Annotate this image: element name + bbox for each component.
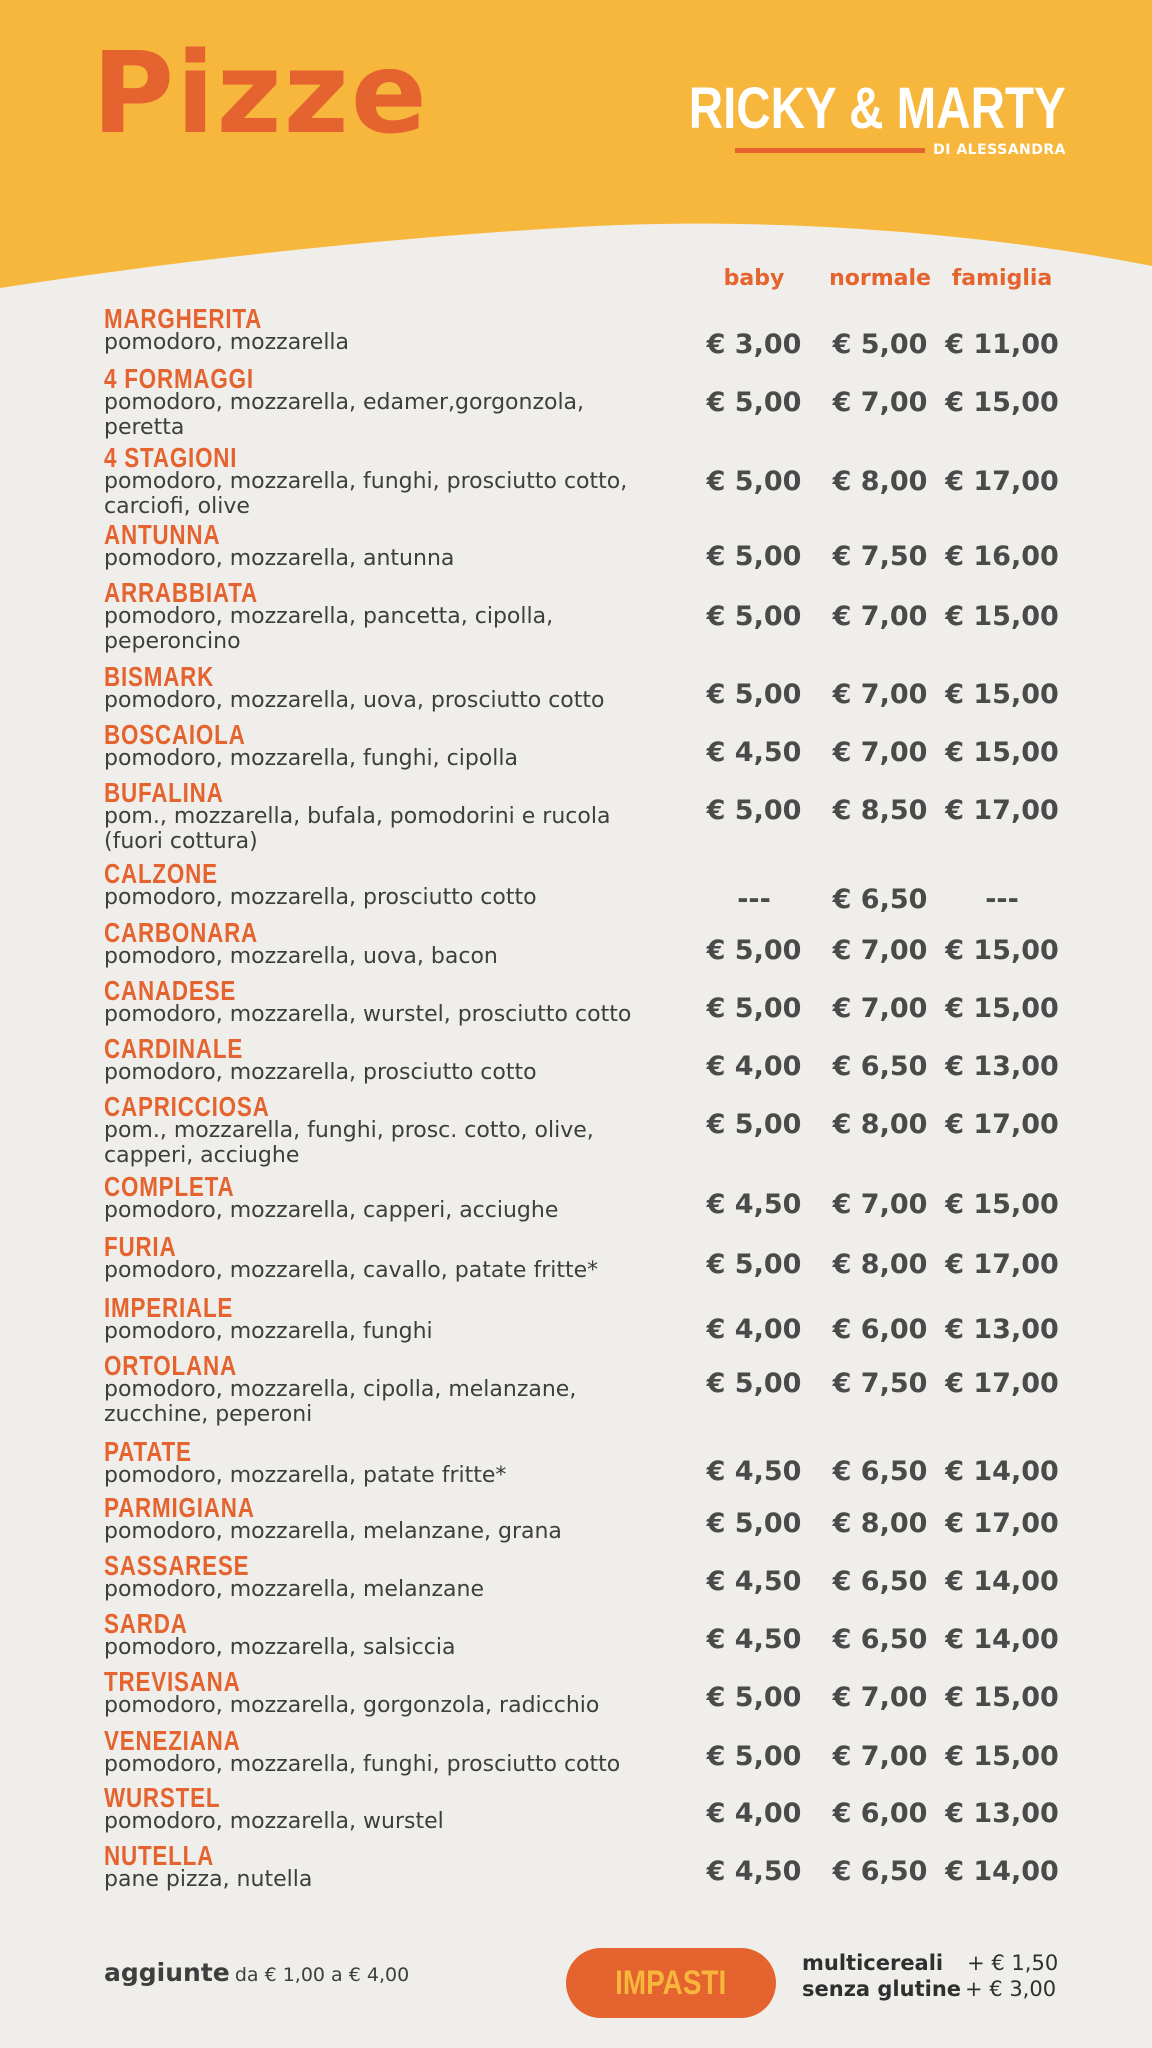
price-normale: € 6,50 — [832, 1566, 928, 1597]
price-famiglia: € 13,00 — [945, 1051, 1059, 1082]
price-famiglia: € 14,00 — [945, 1456, 1059, 1487]
price-normale: € 7,00 — [832, 1189, 928, 1220]
aggiunte-label: aggiunte — [104, 1958, 230, 1987]
pizza-name: PARMIGIANA — [104, 1492, 255, 1523]
pizza-ingredients: pomodoro, mozzarella, prosciutto cotto — [104, 885, 537, 910]
pizza-ingredients: pomodoro, mozzarella, uova, prosciutto cotto — [104, 688, 605, 713]
pizza-ingredients: pomodoro, mozzarella, funghi, prosciutto cotto, carciofi, olive — [104, 469, 628, 519]
price-famiglia: € 15,00 — [945, 679, 1059, 710]
price-normale: € 7,00 — [832, 601, 928, 632]
price-famiglia: € 13,00 — [945, 1314, 1059, 1345]
price-famiglia: € 17,00 — [945, 466, 1059, 497]
column-header-famiglia: famiglia — [951, 266, 1053, 291]
pizza-ingredients: pomodoro, mozzarella, edamer,gorgonzola, peretta — [104, 390, 585, 440]
price-baby: € 5,00 — [706, 1109, 802, 1140]
pizza-ingredients: pom., mozzarella, bufala, pomodorini e rucola (fuori cottura) — [104, 804, 611, 854]
price-baby: € 4,00 — [706, 1314, 802, 1345]
pizza-name: CALZONE — [104, 858, 218, 889]
price-normale: € 7,00 — [832, 387, 928, 418]
pizza-ingredients: pomodoro, mozzarella, melanzane — [104, 1577, 485, 1602]
price-baby: € 5,00 — [706, 541, 802, 572]
pizza-ingredients: pomodoro, mozzarella, funghi, prosciutto cotto — [104, 1752, 621, 1777]
price-famiglia: € 14,00 — [945, 1566, 1059, 1597]
price-baby: € 5,00 — [706, 795, 802, 826]
price-famiglia: € 14,00 — [945, 1624, 1059, 1655]
price-normale: € 8,00 — [832, 1249, 928, 1280]
price-baby: € 4,50 — [706, 1566, 802, 1597]
price-famiglia: € 17,00 — [945, 1249, 1059, 1280]
price-famiglia: € 11,00 — [945, 329, 1059, 360]
pizza-ingredients: pomodoro, mozzarella, wurstel — [104, 1809, 444, 1834]
impasti-option-price: + € 3,00 — [965, 1977, 1057, 2001]
price-baby: --- — [737, 884, 771, 915]
impasti-option-price: + € 1,50 — [967, 1951, 1059, 1975]
aggiunte-note — [104, 1958, 409, 1987]
pizza-ingredients: pomodoro, mozzarella, salsiccia — [104, 1635, 456, 1660]
pizza-ingredients: pomodoro, mozzarella, patate fritte* — [104, 1463, 507, 1488]
price-baby: € 3,00 — [706, 329, 802, 360]
price-baby: € 5,00 — [706, 935, 802, 966]
price-normale: € 7,00 — [832, 935, 928, 966]
price-famiglia: € 15,00 — [945, 1741, 1059, 1772]
price-normale: € 7,00 — [832, 1741, 928, 1772]
pizza-name: TREVISANA — [104, 1666, 241, 1697]
impasti-label: IMPASTI — [615, 1963, 727, 2002]
impasti-option — [802, 1976, 1058, 2002]
price-famiglia: € 17,00 — [945, 795, 1059, 826]
price-baby: € 5,00 — [706, 387, 802, 418]
impasti-list — [802, 1950, 1058, 2002]
pizza-name: ORTOLANA — [104, 1350, 237, 1381]
price-baby: € 4,00 — [706, 1798, 802, 1829]
price-famiglia: € 15,00 — [945, 1682, 1059, 1713]
brand-underline — [735, 148, 925, 153]
price-famiglia: --- — [985, 884, 1019, 915]
page-title: Pizze — [92, 29, 429, 159]
pizza-name: VENEZIANA — [104, 1725, 241, 1756]
price-baby: € 5,00 — [706, 679, 802, 710]
pizza-name: CARBONARA — [104, 917, 259, 948]
price-famiglia: € 15,00 — [945, 601, 1059, 632]
pizza-name: MARGHERITA — [104, 303, 263, 334]
pizza-ingredients: pomodoro, mozzarella, antunna — [104, 546, 455, 571]
price-normale: € 7,00 — [832, 737, 928, 768]
pizza-ingredients: pomodoro, mozzarella, prosciutto cotto — [104, 1060, 537, 1085]
price-famiglia: € 15,00 — [945, 1189, 1059, 1220]
price-baby: € 4,50 — [706, 1456, 802, 1487]
price-normale: € 7,50 — [832, 1368, 928, 1399]
pizza-ingredients: pomodoro, mozzarella, uova, bacon — [104, 944, 498, 969]
price-baby: € 5,00 — [706, 1368, 802, 1399]
pizza-name: ANTUNNA — [104, 519, 221, 550]
brand-name: RICKY & MARTY — [689, 76, 1066, 141]
price-normale: € 6,50 — [832, 1456, 928, 1487]
pizza-name: IMPERIALE — [104, 1292, 234, 1323]
pizza-ingredients: pomodoro, mozzarella, capperi, acciughe — [104, 1198, 559, 1223]
price-normale: € 6,50 — [832, 1856, 928, 1887]
pizza-name: WURSTEL — [104, 1782, 221, 1813]
pizza-name: ARRABBIATA — [104, 577, 258, 608]
price-normale: € 7,00 — [832, 993, 928, 1024]
price-normale: € 7,50 — [832, 541, 928, 572]
pizza-ingredients: pomodoro, mozzarella, melanzane, grana — [104, 1519, 562, 1544]
price-famiglia: € 17,00 — [945, 1109, 1059, 1140]
price-famiglia: € 14,00 — [945, 1856, 1059, 1887]
pizza-name: 4 FORMAGGI — [104, 363, 254, 394]
price-normale: € 6,00 — [832, 1798, 928, 1829]
price-famiglia: € 15,00 — [945, 935, 1059, 966]
price-normale: € 8,00 — [832, 1109, 928, 1140]
price-normale: € 8,00 — [832, 466, 928, 497]
pizza-name: BISMARK — [104, 661, 215, 692]
price-baby: € 4,50 — [706, 737, 802, 768]
price-normale: € 7,00 — [832, 1682, 928, 1713]
brand-subtitle: DI ALESSANDRA — [933, 142, 1066, 158]
impasti-button[interactable] — [566, 1948, 776, 2018]
pizza-ingredients: pomodoro, mozzarella, funghi, cipolla — [104, 746, 518, 771]
pizza-ingredients: pom., mozzarella, funghi, prosc. cotto, olive, capperi, acciughe — [104, 1118, 594, 1168]
price-baby: € 5,00 — [706, 1741, 802, 1772]
price-famiglia: € 17,00 — [945, 1368, 1059, 1399]
pizza-name: 4 STAGIONI — [104, 442, 238, 473]
price-famiglia: € 15,00 — [945, 387, 1059, 418]
impasti-option — [802, 1950, 1058, 1976]
pizza-name: BOSCAIOLA — [104, 719, 246, 750]
pizza-ingredients: pomodoro, mozzarella, cipolla, melanzane, zucchine, peperoni — [104, 1377, 577, 1427]
price-normale: € 6,00 — [832, 1314, 928, 1345]
impasti-option-label: multicereali — [802, 1951, 944, 1975]
price-famiglia: € 16,00 — [945, 541, 1059, 572]
pizza-name: SASSARESE — [104, 1550, 250, 1581]
price-normale: € 7,00 — [832, 679, 928, 710]
price-baby: € 5,00 — [706, 466, 802, 497]
pizza-ingredients: pomodoro, mozzarella, funghi — [104, 1319, 433, 1344]
pizza-ingredients: pomodoro, mozzarella, wurstel, prosciutto cotto — [104, 1002, 632, 1027]
column-header-normale: normale — [829, 266, 931, 291]
impasti-option-label: senza glutine — [802, 1977, 962, 2001]
pizza-name: COMPLETA — [104, 1171, 235, 1202]
pizza-ingredients: pomodoro, mozzarella, pancetta, cipolla, peperoncino — [104, 604, 554, 654]
pizza-name: CANADESE — [104, 975, 237, 1006]
pizza-name: CAPRICCIOSA — [104, 1091, 270, 1122]
price-famiglia: € 15,00 — [945, 993, 1059, 1024]
pizza-ingredients: pomodoro, mozzarella, gorgonzola, radicchio — [104, 1693, 600, 1718]
brand-logo — [606, 76, 1066, 158]
pizza-ingredients: pomodoro, mozzarella — [104, 330, 350, 355]
pizza-name: CARDINALE — [104, 1033, 244, 1064]
price-baby: € 5,00 — [706, 1249, 802, 1280]
price-famiglia: € 17,00 — [945, 1508, 1059, 1539]
menu-item — [104, 860, 1104, 910]
pizza-name: FURIA — [104, 1231, 177, 1262]
pizza-name: NUTELLA — [104, 1840, 215, 1871]
price-baby: € 4,50 — [706, 1189, 802, 1220]
price-normale: € 6,50 — [832, 1051, 928, 1082]
price-baby: € 5,00 — [706, 1508, 802, 1539]
pizza-name: BUFALINA — [104, 777, 224, 808]
pizza-ingredients: pane pizza, nutella — [104, 1867, 313, 1892]
price-famiglia: € 15,00 — [945, 737, 1059, 768]
price-famiglia: € 13,00 — [945, 1798, 1059, 1829]
pizza-name: PATATE — [104, 1436, 192, 1467]
price-baby: € 4,00 — [706, 1051, 802, 1082]
aggiunte-range: da € 1,00 a € 4,00 — [234, 1964, 410, 1986]
price-normale: € 5,00 — [832, 329, 928, 360]
price-normale: € 6,50 — [832, 884, 928, 915]
price-normale: € 8,00 — [832, 1508, 928, 1539]
price-normale: € 6,50 — [832, 1624, 928, 1655]
pizza-ingredients: pomodoro, mozzarella, cavallo, patate fritte* — [104, 1258, 599, 1283]
price-normale: € 8,50 — [832, 795, 928, 826]
price-baby: € 5,00 — [706, 1682, 802, 1713]
price-baby: € 5,00 — [706, 993, 802, 1024]
price-baby: € 4,50 — [706, 1856, 802, 1887]
column-header-baby: baby — [723, 266, 785, 291]
pizza-name: SARDA — [104, 1608, 188, 1639]
price-baby: € 4,50 — [706, 1624, 802, 1655]
price-baby: € 5,00 — [706, 601, 802, 632]
